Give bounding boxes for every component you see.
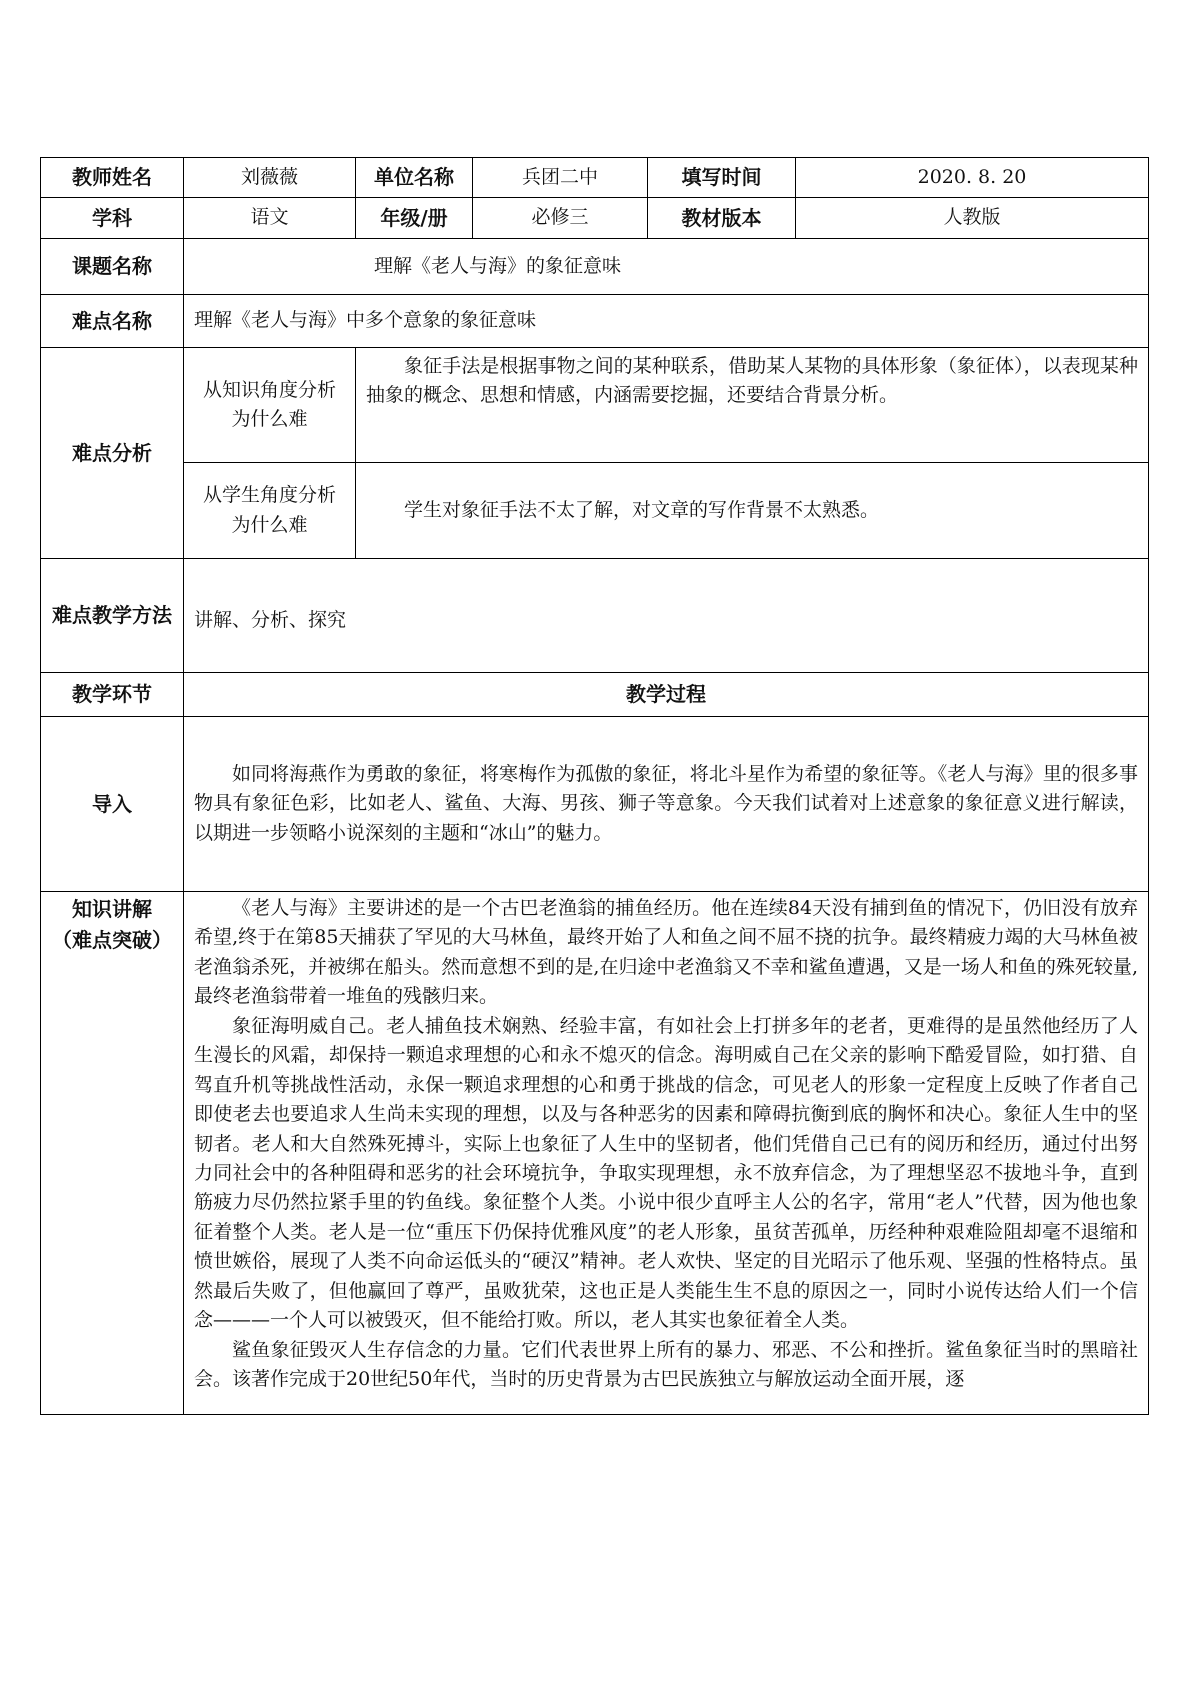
teacher-name-label: 教师姓名	[41, 158, 184, 198]
teacher-name-value: 刘薇薇	[184, 158, 356, 198]
process-header: 教学过程	[184, 673, 1149, 717]
student-angle-text: 学生对象征手法不太了解，对文章的写作背景不太熟悉。	[404, 498, 880, 521]
intro-row	[41, 717, 1149, 892]
subject-label: 学科	[41, 198, 184, 239]
topic-value: 理解《老人与海》的象征意味	[184, 239, 1149, 295]
intro-text: 如同将海燕作为勇敢的象征，将寒梅作为孤傲的象征，将北斗星作为希望的象征等。《老人与海》里的很多事物具有象征色彩，比如老人、鲨鱼、大海、男孩、狮子等意象。今天我们试着对上述意象的象征意义进行解读，以期进一步领略小说深刻的主题和“冰山”的魅力。	[194, 762, 1138, 844]
knowledge-angle-cell	[356, 348, 1149, 463]
lesson-plan-table	[40, 157, 1149, 1415]
student-angle-label: 从学生角度分析为什么难	[184, 463, 356, 559]
header-row-1	[41, 158, 1149, 198]
knowledge-cell	[184, 892, 1149, 1415]
fill-date-label: 填写时间	[648, 158, 796, 198]
analysis-knowledge-row	[41, 348, 1149, 463]
topic-row	[41, 239, 1149, 295]
knowledge-label-cell	[41, 892, 184, 1415]
knowledge-angle-label: 从知识角度分析为什么难	[184, 348, 356, 463]
method-value: 讲解、分析、探究	[184, 559, 1149, 673]
method-row	[41, 559, 1149, 673]
edition-label: 教材版本	[648, 198, 796, 239]
difficulty-value: 理解《老人与海》中多个意象的象征意味	[184, 295, 1149, 348]
intro-cell	[184, 717, 1149, 892]
difficulty-row	[41, 295, 1149, 348]
edition-value: 人教版	[796, 198, 1149, 239]
knowledge-row	[41, 892, 1149, 1415]
knowledge-paragraph: 象征海明威自己。老人捕鱼技术娴熟、经验丰富，有如社会上打拼多年的老者，更难得的是虽然他经历了人生漫长的风霜，却保持一颗追求理想的心和永不熄灭的信念。海明威自己在父亲的影响下酷爱冒险，如打猎、自驾直升机等挑战性活动，永保一颗追求理想的心和勇于挑战的信念，可见老人的形象一定程度上反映了作者自己即使老去也要追求人生尚未实现的理想，以及与各种恶劣的因素和障碍抗衡到底的胸怀和决心。象征人生中的坚韧者。老人和大自然殊死搏斗，实际上也象征了人生中的坚韧者，他们凭借自己已有的阅历和经历，通过付出努力同社会中的各种阻碍和恶劣的社会环境抗争，争取实现理想，永不放弃信念，为了理想坚忍不拔地斗争，直到筋疲力尽仍然拉紧手里的钓鱼线。象征整个人类。小说中很少直呼主人公的名字，常用“老人”代替，因为他也象征着整个人类。老人是一位“重压下仍保持优雅风度”的老人形象，虽贫苦孤单，历经种种艰难险阻却毫不退缩和愤世嫉俗，展现了人类不向命运低头的“硬汉”精神。老人欢快、坚定的目光昭示了他乐观、坚强的性格特点。虽然最后失败了，但他赢回了尊严，虽败犹荣，这也正是人类能生生不息的原因之一，同时小说传达给人们一个信念———一个人可以被毁灭，但不能给打败。所以，老人其实也象征着全人类。	[194, 1014, 1138, 1332]
stage-header: 教学环节	[41, 673, 184, 717]
knowledge-paragraph: 《老人与海》主要讲述的是一个古巴老渔翁的捕鱼经历。他在连续84天没有捕到鱼的情况下，仍旧没有放弃希望,终于在第85天捕获了罕见的大马林鱼，最终开始了人和鱼之间不屈不挠的抗争。最终精疲力竭的大马林鱼被老渔翁杀死，并被绑在船头。然而意想不到的是,在归途中老渔翁又不幸和鲨鱼遭遇，又是一场人和鱼的殊死较量,最终老渔翁带着一堆鱼的残骸归来。	[194, 897, 1138, 1008]
fill-date-value: 2020. 8. 20	[796, 158, 1149, 198]
difficulty-label: 难点名称	[41, 295, 184, 348]
student-angle-cell	[356, 463, 1149, 559]
analysis-label: 难点分析	[41, 348, 184, 559]
grade-value: 必修三	[473, 198, 648, 239]
header-row-2	[41, 198, 1149, 239]
analysis-student-row	[41, 463, 1149, 559]
knowledge-paragraph: 鲨鱼象征毁灭人生存信念的力量。它们代表世界上所有的暴力、邪恶、不公和挫折。鲨鱼象征当时的黑暗社会。该著作完成于20世纪50年代，当时的历史背景为古巴民族独立与解放运动全面开展，逐	[194, 1338, 1138, 1390]
knowledge-label: 知识讲解	[72, 897, 152, 921]
intro-label: 导入	[41, 717, 184, 892]
knowledge-sublabel: （难点突破）	[52, 928, 172, 952]
method-label: 难点教学方法	[41, 559, 184, 673]
knowledge-angle-text: 象征手法是根据事物之间的某种联系，借助某人某物的具体形象（象征体），以表现某种抽象的概念、思想和情感，内涵需要挖掘，还要结合背景分析。	[366, 355, 1138, 407]
subject-value: 语文	[184, 198, 356, 239]
unit-name-label: 单位名称	[356, 158, 473, 198]
grade-label: 年级/册	[356, 198, 473, 239]
topic-label: 课题名称	[41, 239, 184, 295]
process-header-row	[41, 673, 1149, 717]
unit-name-value: 兵团二中	[473, 158, 648, 198]
